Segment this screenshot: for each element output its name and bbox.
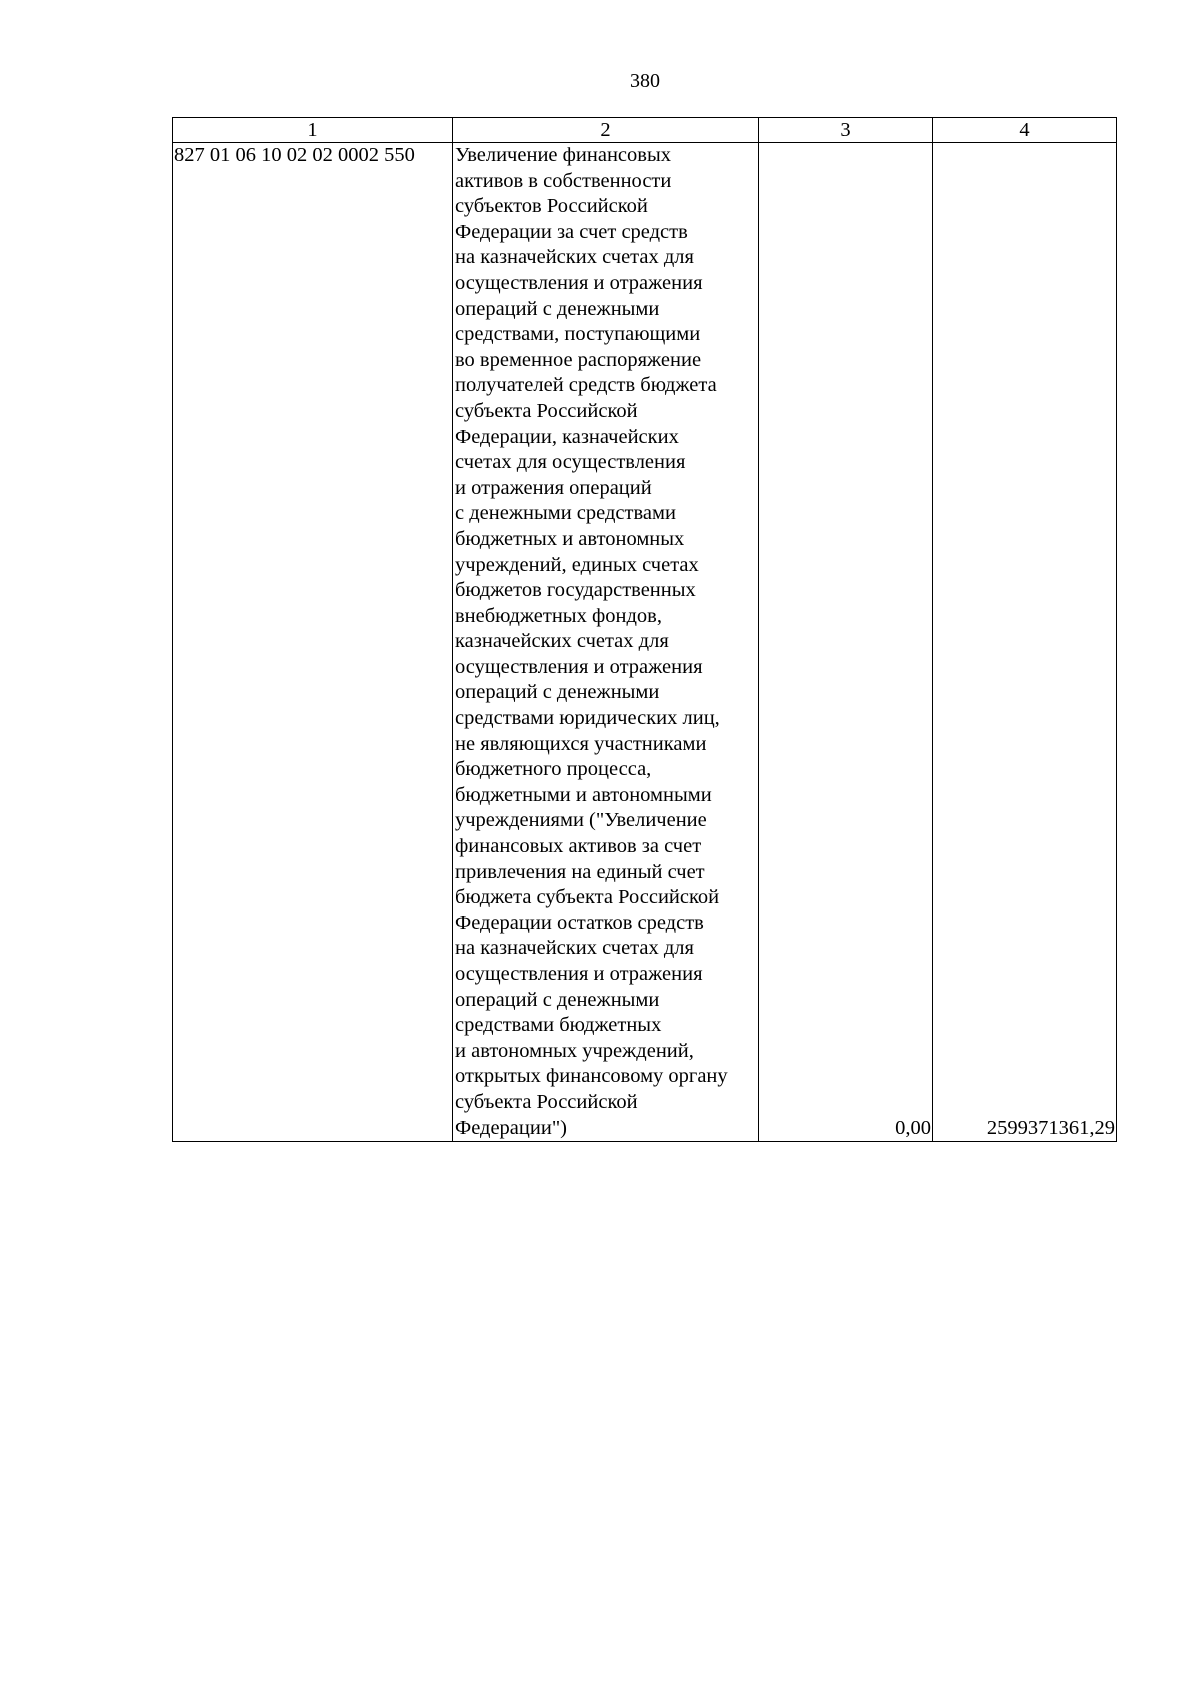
description-line: на казначейских счетах для	[455, 246, 694, 269]
budget-table	[172, 117, 1117, 1142]
description-line: осуществления и отражения	[455, 271, 703, 294]
description-line: Федерации, казначейских	[455, 425, 679, 448]
column-header-3: 3	[759, 118, 933, 143]
description-line: бюджета субъекта Российской	[455, 886, 720, 909]
description-line: счетах для осуществления	[455, 451, 686, 474]
column-header-2: 2	[453, 118, 759, 143]
description-line: учреждениями ("Увеличение	[455, 809, 707, 832]
column-header-1: 1	[173, 118, 453, 143]
description-line: субъектов Российской	[455, 195, 648, 218]
description-line: привлечения на единый счет	[455, 860, 705, 883]
description-line: осуществления и отражения	[455, 963, 703, 985]
description-line: Федерации за счет средств	[455, 220, 688, 243]
description-line: средствами юридических лиц,	[455, 707, 720, 730]
description-line: с денежными средствами	[455, 502, 676, 525]
description-line: операций с денежными	[455, 681, 660, 704]
description-line: финансовых активов за счет	[455, 835, 702, 858]
description-line: и отражения операций	[455, 476, 652, 499]
column-header-4: 4	[933, 118, 1117, 143]
page-number: 380	[630, 70, 660, 92]
description-line: субъекта Российской	[455, 1090, 638, 1113]
description-line: Федерации")	[455, 1116, 568, 1139]
value-cell-col3: 0,00	[759, 143, 933, 1142]
description-line: казначейских счетах для	[455, 630, 669, 653]
description-line: осуществления и отражения	[455, 655, 703, 678]
description-line: активов в собственности	[455, 169, 672, 192]
description-line: получателей средств бюджета	[455, 374, 717, 397]
description-line: бюджетных и автономных	[455, 527, 685, 550]
budget-code-cell: 827 01 06 10 02 02 0002 550	[173, 143, 453, 1142]
description-line: и автономных учреждений,	[455, 1039, 694, 1062]
description-line: бюджетов государственных	[455, 579, 696, 602]
description-line: операций с денежными	[455, 297, 660, 320]
table-row	[173, 143, 1117, 1142]
description-line: на казначейских счетах для	[455, 937, 694, 960]
description-line: бюджетными и автономными	[455, 783, 712, 806]
description-line: Федерации остатков средств	[455, 911, 704, 934]
description-line: средствами бюджетных	[455, 1014, 662, 1037]
description-line: субъекта Российской	[455, 399, 638, 422]
description-line: Увеличение финансовых	[455, 144, 671, 166]
value-cell-col4: 2599371361,29	[933, 143, 1117, 1142]
description-line: открытых финансовому органу	[455, 1065, 728, 1088]
description-cell	[453, 143, 759, 1142]
description-line: бюджетного процесса,	[455, 758, 652, 781]
description-line: операций с денежными	[455, 988, 660, 1011]
description-line: средствами, поступающими	[455, 323, 701, 346]
description-line: не являющихся участниками	[455, 732, 707, 755]
description-line: во временное распоряжение	[455, 348, 702, 371]
description-line: учреждений, единых счетах	[455, 553, 699, 576]
description-line: внебюджетных фондов,	[455, 604, 662, 627]
header-row	[173, 118, 1117, 143]
